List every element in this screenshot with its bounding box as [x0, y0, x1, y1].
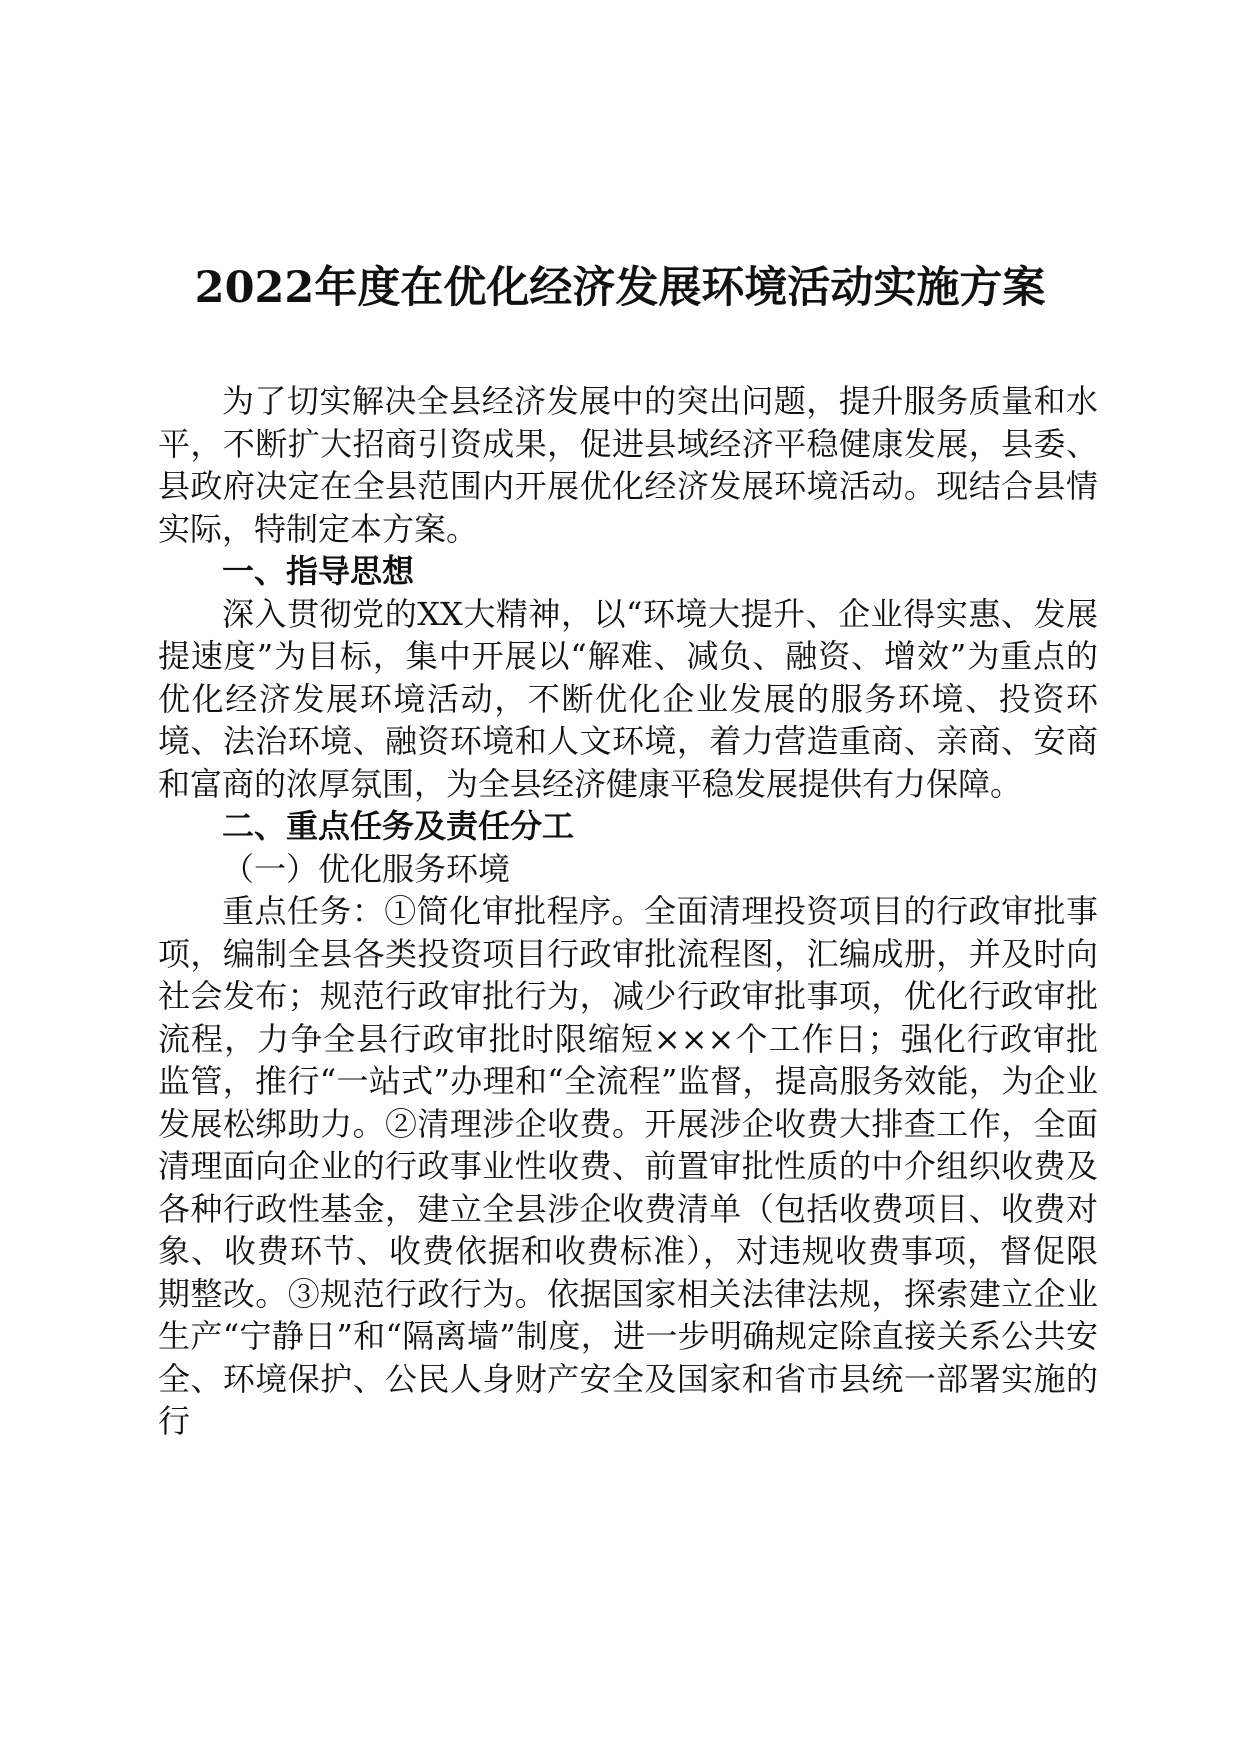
document-title: 2022年度在优化经济发展环境活动实施方案: [194, 263, 1046, 313]
subsection-heading-service-environment: （一）优化服务环境: [222, 849, 511, 888]
section-heading-guiding-ideology: 一、指导思想: [222, 552, 415, 590]
section-heading-key-tasks: 二、重点任务及责任分工: [222, 807, 575, 845]
document-body: [158, 380, 1098, 1443]
guiding-ideology-paragraph: 深入贯彻党的XX大精神，以“环境大提升、企业得实惠、发展提速度”为目标，集中开展以“解难、减负、融资、增效”为重点的优化经济发展环境活动，不断优化企业发展的服务环境、投资环境、法治环境、融资环境和人文环境，着力营造重商、亲商、安商和富商的浓厚氛围，为全县经济健康平稳发展提供有力保障。: [158, 594, 1098, 803]
service-environment-paragraph: 重点任务：①简化审批程序。全面清理投资项目的行政审批事项，编制全县各类投资项目行政审批流程图，汇编成册，并及时向社会发布；规范行政审批行为，减少行政审批事项，优化行政审批流程，力争全县行政审批时限缩短×××个工作日；强化行政审批监管，推行“一站式”办理和“全流程”监督，提高服务效能，为企业发展松绑助力。②清理涉企收费。开展涉企收费大排查工作，全面清理面向企业的行政事业性收费、前置审批性质的中介组织收费及各种行政性基金，建立全县涉企收费清单（包括收费项目、收费对象、收费环节、收费依据和收费标准），对违规收费事项，督促限期整改。③规范行政行为。依据国家相关法律法规，探索建立企业生产“宁静日”和“隔离墙”制度，进一步明确规定除直接关系公共安全、环境保护、公民人身财产安全及国家和省市县统一部署实施的行: [158, 892, 1098, 1440]
intro-paragraph: 为了切实解决全县经济发展中的突出问题，提升服务质量和水平，不断扩大招商引资成果，促进县域经济平稳健康发展，县委、县政府决定在全县范围内开展优化经济发展环境活动。现结合县情实际，特制定本方案。: [158, 382, 1098, 548]
